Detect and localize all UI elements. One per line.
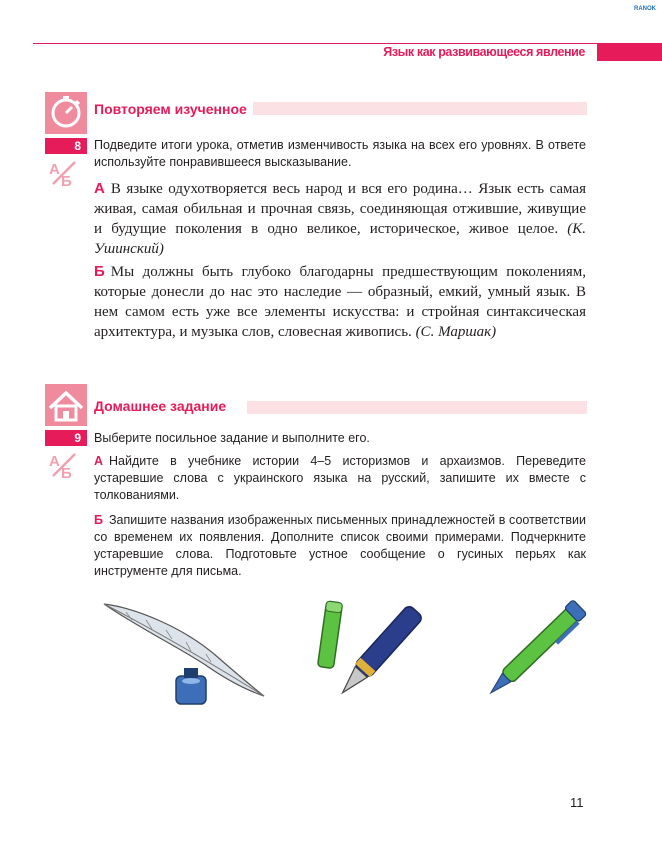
quote-a-letter: А <box>94 180 105 197</box>
running-header-title: Язык как развивающееся явление <box>383 45 585 59</box>
svg-text:Б: Б <box>61 465 72 480</box>
homework-item-b <box>94 512 586 580</box>
quote-b <box>94 262 586 342</box>
quill-and-inkwell-illustration <box>96 598 271 710</box>
task-9-text: Выберите посильное задание и выполните его. <box>94 431 370 445</box>
homework-item-b-text: Запишите названия изображенных письменных принадлежностей в соответствии со временем их появления. Дополните список своими примерами. Подчеркните устаревшие слова. Подготовьте устное сообщение о гусиных перьях как инструменте для письма. <box>94 513 586 578</box>
quote-b-text: Мы должны быть глубоко благодарны предшествующим поколениям, которые донесли до нас это наследие — образный, емкий, умный язык. В нем самом есть уже все элементы искусства: и стройная синтаксическая архитектура, и музыка слов, словесная живопись. <box>94 264 586 340</box>
alphabet-icon-2 <box>49 452 79 482</box>
task-number-badge: 8 <box>45 138 87 154</box>
homework-item-a-text: Найдите в учебнике истории 4–5 историзмов и архаизмов. Переведите устаревшие слова с украинского языка на русский, запишите их вместе с толкованиями. <box>94 454 586 502</box>
alphabet-icon <box>49 160 79 190</box>
svg-text:А: А <box>49 161 60 178</box>
page-number: 11 <box>570 795 584 810</box>
ballpoint-pen-illustration <box>473 598 591 710</box>
house-icon <box>45 384 87 426</box>
quote-b-letter: Б <box>94 263 105 280</box>
homework-item-b-letter: Б <box>94 513 103 527</box>
section-title-review: Повторяем изученное <box>94 100 253 118</box>
header-accent-bar <box>597 43 662 61</box>
task-number-badge-2: 9 <box>45 430 87 446</box>
svg-text:Б: Б <box>61 173 72 188</box>
quote-a <box>94 179 586 259</box>
quote-a-text: В языке одухотворяется весь народ и вся его родина… Язык есть самая живая, самая обильная и прочная связь, соединяющая отжившие, живущие и будущие поколения в одно великое, историческое, живое целое. <box>94 181 586 237</box>
section-title-homework: Домашнее задание <box>94 397 232 415</box>
homework-item-a <box>94 453 586 504</box>
fountain-pen-illustration <box>312 600 422 718</box>
clock-icon <box>45 92 87 134</box>
section-title-band-2 <box>247 401 587 414</box>
quote-b-author: (С. Маршак) <box>415 324 497 340</box>
publisher-logo-text: RANOK <box>634 6 656 12</box>
quote-a-author: (К. Ушинский) <box>94 221 586 257</box>
publisher-logo <box>631 3 659 15</box>
svg-text:А: А <box>49 453 60 470</box>
homework-item-a-letter: А <box>94 454 104 468</box>
task-8-text: Подведите итоги урока, отметив изменчивость языка на всех его уровнях. В ответе используйте понравившееся высказывание. <box>94 138 586 169</box>
